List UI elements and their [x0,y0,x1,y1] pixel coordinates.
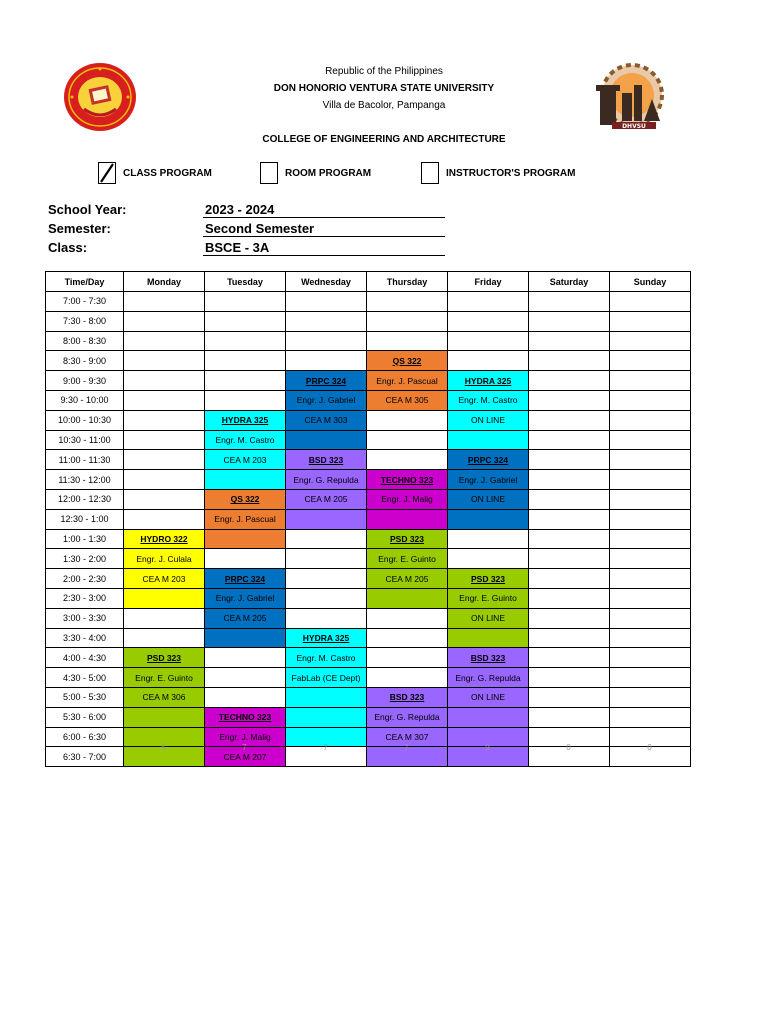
counts-spacer [45,743,123,752]
time-slot-cell: 12:30 - 1:00 [46,509,124,529]
schedule-detail: Engr. J. Malig [219,731,271,742]
course-code: QS 322 [392,355,422,366]
time-slot-cell: 6:30 - 7:00 [46,747,124,767]
table-row [46,410,691,430]
time-slot-cell: 3:30 - 4:00 [46,628,124,648]
table-row [46,529,691,549]
schedule-cell [610,371,691,391]
schedule-detail: Engr. J. Gabriel [458,474,518,485]
schedule-cell [124,707,205,727]
schedule-detail: Engr. J. Pascual [376,375,438,386]
semester-value: Second Semester [203,220,445,237]
schedule-detail: Engr. E. Guinto [459,593,517,604]
time-slot-cell: 6:00 - 6:30 [46,727,124,747]
schedule-cell [448,668,529,688]
schedule-cell [286,687,367,707]
schedule-cell [448,569,529,589]
schedule-cell [610,489,691,509]
header-location: Villa de Bacolor, Pampanga [322,100,446,111]
schedule-cell [367,687,448,707]
schedule-cell [448,687,529,707]
schedule-cell [124,628,205,648]
schedule-cell [205,351,286,371]
time-slot-cell: 3:00 - 3:30 [46,608,124,628]
schedule-detail: FabLab (CE Dept) [291,672,361,683]
course-code: BSD 323 [470,652,506,663]
schedule-detail: CEA M 303 [304,415,348,426]
column-header: Monday [124,272,205,292]
day-count: 7 [242,743,247,752]
course-code: PRPC 324 [305,375,347,386]
schedule-cell [124,470,205,490]
table-row [46,390,691,410]
schedule-cell [529,331,610,351]
school-year-value: 2023 - 2024 [203,201,445,218]
schedule-cell [529,292,610,312]
schedule-detail: Engr. J. Culala [136,553,192,564]
schedule-detail: CEA M 306 [142,692,186,703]
class-program-label: CLASS PROGRAM [123,167,212,179]
day-counts-row [45,743,690,752]
schedule-cell [529,628,610,648]
schedule-cell [448,628,529,648]
schedule-detail: Engr. M. Castro [215,434,275,445]
time-slot-cell: 9:30 - 10:00 [46,390,124,410]
schedule-detail: Engr. J. Malig [381,494,433,505]
column-header: Wednesday [286,272,367,292]
schedule-cell [205,470,286,490]
time-slot-cell: 10:30 - 11:00 [46,430,124,450]
schedule-cell [448,430,529,450]
schedule-cell [286,371,367,391]
table-row [46,628,691,648]
schedule-cell [529,509,610,529]
course-code: BSD 323 [308,454,344,465]
schedule-cell [205,569,286,589]
time-slot-cell: 5:30 - 6:00 [46,707,124,727]
schedule-cell [205,628,286,648]
schedule-detail: CEA M 307 [385,731,429,742]
schedule-cell [124,668,205,688]
column-header: Thursday [367,272,448,292]
table-row [46,707,691,727]
schedule-cell [367,668,448,688]
time-slot-cell: 1:30 - 2:00 [46,549,124,569]
schedule-detail: ON LINE [470,415,505,426]
schedule-cell [286,430,367,450]
schedule-cell [367,569,448,589]
schedule-cell [448,470,529,490]
course-code: PRPC 324 [467,454,509,465]
schedule-cell [610,628,691,648]
schedule-detail: ON LINE [470,692,505,703]
schedule-cell [448,588,529,608]
schedule-cell [610,588,691,608]
schedule-cell [529,549,610,569]
schedule-cell [286,529,367,549]
course-code: HYDRA 325 [221,415,269,426]
schedule-cell [529,608,610,628]
schedule-cell [124,430,205,450]
time-slot-cell: 7:30 - 8:00 [46,311,124,331]
schedule-cell [610,569,691,589]
schedule-cell [286,707,367,727]
schedule-cell [367,470,448,490]
schedule-cell [205,687,286,707]
schedule-cell [205,371,286,391]
schedule-detail: Engr. G. Repulda [293,474,359,485]
schedule-cell [448,311,529,331]
schedule-cell [286,549,367,569]
schedule-detail: Engr. G. Repulda [455,672,521,683]
schedule-cell [529,410,610,430]
time-slot-cell: 2:30 - 3:00 [46,588,124,608]
schedule-cell [286,648,367,668]
schedule-cell [448,648,529,668]
schedule-cell [286,311,367,331]
column-header: Friday [448,272,529,292]
schedule-cell [610,311,691,331]
course-code: PSD 323 [470,573,506,584]
course-code: TECHNO 323 [380,474,434,485]
schedule-cell [529,450,610,470]
schedule-cell [610,390,691,410]
schedule-cell [286,351,367,371]
schedule-cell [124,549,205,569]
schedule-cell [286,628,367,648]
day-count: 0 [647,743,652,752]
schedule-cell [610,470,691,490]
schedule-cell [205,489,286,509]
schedule-cell [205,668,286,688]
schedule-cell [286,668,367,688]
schedule-cell [367,648,448,668]
table-row [46,450,691,470]
table-row [46,687,691,707]
schedule-cell [610,292,691,312]
schedule-cell [124,569,205,589]
schedule-detail: Engr. J. Gabriel [296,395,356,406]
instructor-program-checkbox[interactable] [421,162,439,184]
schedule-cell [367,529,448,549]
schedule-cell [448,707,529,727]
schedule-cell [205,410,286,430]
schedule-detail: Engr. G. Repulda [374,712,440,723]
schedule-cell [367,628,448,648]
schedule-cell [286,390,367,410]
schedule-cell [367,707,448,727]
schedule-cell [610,608,691,628]
table-row [46,470,691,490]
schedule-cell [286,450,367,470]
schedule-detail: CEA M 207 [223,751,267,762]
schedule-cell [286,489,367,509]
schedule-detail: Engr. E. Guinto [135,672,193,683]
schedule-cell [448,410,529,430]
schedule-cell [124,351,205,371]
table-row [46,351,691,371]
schedule-cell [529,351,610,371]
schedule-cell [124,687,205,707]
table-row [46,648,691,668]
schedule-detail: ON LINE [470,613,505,624]
time-slot-cell: 8:30 - 9:00 [46,351,124,371]
table-row [46,668,691,688]
room-program-label: ROOM PROGRAM [285,167,372,179]
time-slot-cell: 8:00 - 8:30 [46,331,124,351]
schedule-detail: ON LINE [470,494,505,505]
header-university: DON HONORIO VENTURA STATE UNIVERSITY [273,83,495,94]
schedule-cell [610,687,691,707]
schedule-cell [367,588,448,608]
time-slot-cell: 9:00 - 9:30 [46,371,124,391]
schedule-cell [529,430,610,450]
day-count: 7 [404,743,409,752]
schedule-detail: CEA M 203 [142,573,186,584]
table-row [46,331,691,351]
schedule-cell [448,292,529,312]
schedule-detail: Engr. M. Castro [458,395,518,406]
schedule-cell [448,509,529,529]
schedule-cell [529,707,610,727]
schedule-detail: Engr. M. Castro [296,652,356,663]
schedule-cell [205,549,286,569]
schedule-cell [124,450,205,470]
schedule-cell [610,450,691,470]
course-code: QS 322 [230,494,260,505]
time-slot-cell: 4:30 - 5:00 [46,668,124,688]
schedule-cell [205,509,286,529]
schedule-cell [367,390,448,410]
schedule-cell [124,311,205,331]
table-row [46,569,691,589]
header-college: COLLEGE OF ENGINEERING AND ARCHITECTURE [262,134,506,145]
schedule-cell [529,687,610,707]
table-row [46,292,691,312]
schedule-cell [448,489,529,509]
schedule-cell [610,668,691,688]
schedule-cell [124,371,205,391]
schedule-cell [610,430,691,450]
schedule-cell [367,410,448,430]
schedule-cell [124,410,205,430]
college-logo-text: DHVSU [622,123,646,130]
class-label: Class: [48,240,88,255]
course-code: HYDRA 325 [302,632,350,643]
schedule-cell [286,569,367,589]
schedule-cell [205,390,286,410]
schedule-detail: Engr. J. Gabriel [215,593,275,604]
table-row [46,311,691,331]
table-row [46,430,691,450]
schedule-cell [529,668,610,688]
schedule-cell [367,351,448,371]
schedule-cell [448,529,529,549]
schedule-cell [124,331,205,351]
instructor-program-label: INSTRUCTOR'S PROGRAM [446,167,576,179]
schedule-cell [448,450,529,470]
schedule-cell [448,608,529,628]
schedule-cell [529,311,610,331]
schedule-cell [205,588,286,608]
schedule-cell [610,509,691,529]
course-code: PSD 323 [389,533,425,544]
schedule-cell [367,430,448,450]
table-row [46,489,691,509]
schedule-cell [529,489,610,509]
schedule-cell [124,648,205,668]
time-slot-cell: 10:00 - 10:30 [46,410,124,430]
schedule-cell [367,489,448,509]
schedule-detail: Engr. J. Pascual [214,514,276,525]
schedule-cell [529,470,610,490]
day-count: 5 [161,743,166,752]
schedule-cell [529,588,610,608]
course-code: HYDRO 322 [140,533,188,544]
time-slot-cell: 5:00 - 5:30 [46,687,124,707]
schedule-cell [286,410,367,430]
schedule-cell [124,489,205,509]
schedule-cell [610,410,691,430]
school-year-label: School Year: [48,202,127,217]
schedule-cell [286,470,367,490]
column-header: Saturday [529,272,610,292]
time-slot-cell: 7:00 - 7:30 [46,292,124,312]
class-value: BSCE - 3A [203,239,445,256]
course-code: TECHNO 323 [218,712,272,723]
table-header-row [46,272,691,292]
column-header: Time/Day [46,272,124,292]
schedule-cell [367,450,448,470]
schedule-cell [124,529,205,549]
table-row [46,608,691,628]
schedule-cell [205,608,286,628]
schedule-cell [448,331,529,351]
schedule-cell [367,549,448,569]
schedule-cell [448,390,529,410]
course-code: BSD 323 [389,692,425,703]
schedule-cell [529,648,610,668]
schedule-detail: Engr. E. Guinto [378,553,436,564]
option-instructor-program[interactable] [421,161,575,185]
column-header: Sunday [610,272,691,292]
schedule-cell [286,588,367,608]
day-count: 9 [485,743,490,752]
table-row [46,588,691,608]
schedule-cell [448,351,529,371]
schedule-detail: CEA M 203 [223,454,267,465]
course-code: PRPC 324 [224,573,266,584]
schedule-cell [529,390,610,410]
schedule-cell [610,331,691,351]
schedule-detail: CEA M 205 [223,613,267,624]
schedule-cell [529,569,610,589]
schedule-cell [367,331,448,351]
schedule-cell [286,608,367,628]
schedule-cell [610,529,691,549]
schedule-cell [610,351,691,371]
table-row [46,549,691,569]
course-code: HYDRA 325 [464,375,512,386]
table-row [46,509,691,529]
schedule-cell [367,509,448,529]
time-slot-cell: 4:00 - 4:30 [46,648,124,668]
semester-label: Semester: [48,221,111,236]
option-class-program[interactable] [98,161,212,185]
option-room-program[interactable] [260,161,371,185]
schedule-cell [367,311,448,331]
schedule-cell [205,648,286,668]
schedule-cell [124,608,205,628]
day-count: 0 [566,743,571,752]
schedule-cell [610,707,691,727]
schedule-cell [205,311,286,331]
column-header: Tuesday [205,272,286,292]
schedule-cell [286,331,367,351]
schedule-cell [367,371,448,391]
schedule-cell [205,292,286,312]
schedule-cell [124,292,205,312]
schedule-cell [448,549,529,569]
table-row [46,371,691,391]
header-republic: Republic of the Philippines [325,66,443,77]
class-schedule-table [45,271,691,767]
schedule-cell [448,371,529,391]
time-slot-cell: 11:30 - 12:00 [46,470,124,490]
schedule-cell [610,549,691,569]
time-slot-cell: 11:00 - 11:30 [46,450,124,470]
schedule-cell [367,292,448,312]
time-slot-cell: 1:00 - 1:30 [46,529,124,549]
time-slot-cell: 12:00 - 12:30 [46,489,124,509]
time-slot-cell: 2:00 - 2:30 [46,569,124,589]
schedule-cell [205,707,286,727]
room-program-checkbox[interactable] [260,162,278,184]
check-slash-icon [98,162,116,184]
schedule-detail: CEA M 205 [385,573,429,584]
class-program-checkbox[interactable] [98,162,116,184]
schedule-cell [124,509,205,529]
schedule-cell [205,529,286,549]
schedule-cell [124,390,205,410]
schedule-cell [124,588,205,608]
schedule-cell [205,450,286,470]
schedule-detail: CEA M 205 [304,494,348,505]
schedule-cell [205,430,286,450]
schedule-cell [529,371,610,391]
schedule-cell [286,509,367,529]
schedule-cell [367,608,448,628]
schedule-detail: CEA M 305 [385,395,429,406]
schedule-cell [286,292,367,312]
schedule-cell [205,331,286,351]
day-count: 7 [323,743,328,752]
schedule-cell [529,529,610,549]
schedule-cell [610,648,691,668]
course-code: PSD 323 [146,652,182,663]
